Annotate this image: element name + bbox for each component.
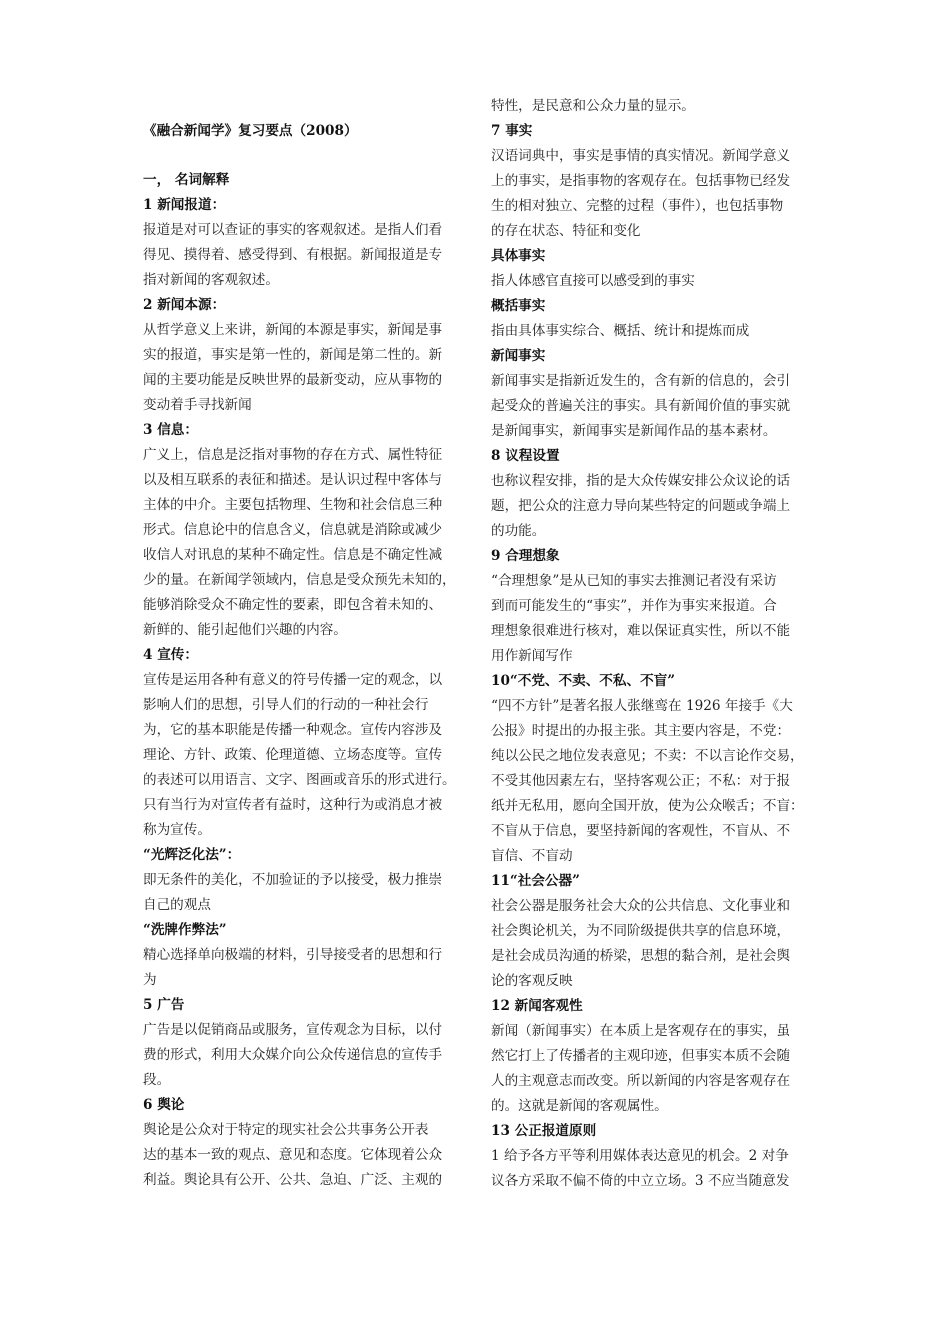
body-text-line: 上的事实，是指事物的客观存在。包括事物已经发	[491, 173, 791, 189]
section-heading: 具体事实	[491, 248, 546, 264]
section-heading: 新闻事实	[491, 348, 546, 364]
body-text-line: 社会舆论机关，为不同阶级提供共享的信息环境，	[491, 923, 791, 939]
body-text-line: “四不方针”是著名报人张继鸾在 1926 年接手《大	[491, 698, 793, 714]
body-text-line: 到而可能发生的“事实”，并作为事实来报道。合	[491, 598, 777, 614]
section-heading: 3 信息：	[143, 422, 198, 438]
body-text-line: 也称议程安排，指的是大众传媒安排公众议论的话	[491, 473, 791, 489]
body-text-line: 指由具体事实综合、概括、统计和提炼而成	[491, 323, 750, 339]
body-text-line: 主体的中介。主要包括物理、生物和社会信息三种	[143, 497, 443, 513]
body-text-line: 为，它的基本职能是传播一种观念。宣传内容涉及	[143, 722, 443, 738]
body-text-line: 影响人们的思想，引导人们的行动的一种社会行	[143, 697, 429, 713]
section-heading: 13 公正报道原则	[491, 1123, 597, 1139]
body-text-line: 新闻（新闻事实）在本质上是客观存在的事实，虽	[491, 1023, 791, 1039]
body-text-line: 特性，是民意和公众力量的显示。	[491, 98, 695, 114]
body-text-line: 用作新闻写作	[491, 648, 573, 664]
body-text-line: 的表述可以用语言、文字、图画或音乐的形式进行。	[143, 772, 456, 788]
body-text-line: 广告是以促销商品或服务，宣传观念为目标，以付	[143, 1022, 443, 1038]
body-text-line: 形式。信息论中的信息含义，信息就是消除或减少	[143, 522, 443, 538]
body-text-line: 广义上，信息是泛指对事物的存在方式、属性特征	[143, 447, 443, 463]
section-heading: 4 宣传：	[143, 647, 198, 663]
section-heading: 8 议程设置	[491, 448, 560, 464]
body-text-line: 新鲜的、能引起他们兴趣的内容。	[143, 622, 347, 638]
body-text-line: 的。这就是新闻的客观属性。	[491, 1098, 668, 1114]
body-text-line: 题，把公众的注意力导向某些特定的问题或争端上	[491, 498, 791, 514]
body-text-line: 舆论是公众对于特定的现实社会公共事务公开表	[143, 1122, 429, 1138]
body-text-line: 理想象很难进行核对，难以保证真实性，所以不能	[491, 623, 791, 639]
body-text-line: 能够消除受众不确定性的要素，即包含着未知的、	[143, 597, 443, 613]
section-heading: 概括事实	[491, 298, 546, 314]
body-text-line: 得见、摸得着、感受得到、有根据。新闻报道是专	[143, 247, 443, 263]
section-heading: “洗牌作弊法”	[143, 922, 227, 938]
body-text-line: 实的报道，事实是第一性的，新闻是第二性的。新	[143, 347, 443, 363]
body-text-line: 利益。舆论具有公开、公共、急迫、广泛、主观的	[143, 1172, 443, 1188]
body-text-line: 达的基本一致的观点、意见和态度。它体现着公众	[143, 1147, 443, 1163]
section-heading: 1 新闻报道：	[143, 197, 226, 213]
body-text-line: 然它打上了传播者的主观印迹，但事实本质不会随	[491, 1048, 791, 1064]
body-text-line: 不盲从于信息，要坚持新闻的客观性，不盲从、不	[491, 823, 791, 839]
body-text-line: 的存在状态、特征和变化	[491, 223, 641, 239]
section-heading: 《融合新闻学》复习要点（2008）	[143, 123, 358, 139]
section-heading: 5 广告	[143, 997, 185, 1013]
body-text-line: 少的量。在新闻学领域内，信息是受众预先未知的，	[143, 572, 456, 588]
section-heading: 12 新闻客观性	[491, 998, 583, 1014]
body-text-line: 纸并无私用，愿向全国开放，使为公众喉舌；不盲：	[491, 798, 804, 814]
body-text-line: 报道是对可以查证的事实的客观叙述。是指人们看	[143, 222, 443, 238]
section-heading: 2 新闻本源：	[143, 297, 226, 313]
body-text-line: 以及相互联系的表征和描述。是认识过程中客体与	[143, 472, 443, 488]
section-heading: 9 合理想象	[491, 548, 560, 564]
body-text-line: 汉语词典中，事实是事情的真实情况。新闻学意义	[491, 148, 791, 164]
body-text-line: 费的形式，利用大众媒介向公众传递信息的宣传手	[143, 1047, 443, 1063]
section-heading: 一， 名词解释	[143, 172, 230, 188]
body-text-line: 盲信、不盲动	[491, 848, 573, 864]
section-heading: 7 事实	[491, 123, 533, 139]
body-text-line: 议各方采取不偏不倚的中立立场。3 不应当随意发	[491, 1173, 790, 1189]
body-text-line: 为	[143, 972, 157, 988]
body-text-line: 社会公器是服务社会大众的公共信息、文化事业和	[491, 898, 791, 914]
section-heading: 10“不党、不卖、不私、不盲”	[491, 673, 676, 689]
body-text-line: 只有当行为对宣传者有益时，这种行为或消息才被	[143, 797, 443, 813]
body-text-line: 公报》时提出的办报主张。其主要内容是，不党：	[491, 723, 791, 739]
body-text-line: 变动着手寻找新闻	[143, 397, 252, 413]
section-heading: 6 舆论	[143, 1097, 185, 1113]
body-text-line: 论的客观反映	[491, 973, 573, 989]
section-heading: “光辉泛化法”：	[143, 847, 241, 863]
body-text-line: 的功能。	[491, 523, 546, 539]
body-text-line: 从哲学意义上来讲，新闻的本源是事实，新闻是事	[143, 322, 443, 338]
body-text-line: 理论、方针、政策、伦理道德、立场态度等。宣传	[143, 747, 443, 763]
body-text-line: 生的相对独立、完整的过程（事件），也包括事物	[491, 198, 784, 214]
body-text-line: 不受其他因素左右，坚持客观公正；不私：对于报	[491, 773, 791, 789]
body-text-line: 指对新闻的客观叙述。	[143, 272, 279, 288]
body-text-line: 称为宣传。	[143, 822, 211, 838]
body-text-line: 起受众的普遍关注的事实。具有新闻价值的事实就	[491, 398, 791, 414]
body-text-line: 自己的观点	[143, 897, 211, 913]
body-text-line: 收信人对讯息的某种不确定性。信息是不确定性减	[143, 547, 443, 563]
body-text-line: 指人体感官直接可以感受到的事实	[491, 273, 695, 289]
section-heading: 11“社会公器”	[491, 873, 580, 889]
body-text-line: 1 给予各方平等利用媒体表达意见的机会。2 对争	[491, 1148, 789, 1164]
body-text-line: 即无条件的美化，不加验证的予以接受，极力推崇	[143, 872, 443, 888]
body-text-line: 人的主观意志而改变。所以新闻的内容是客观存在	[491, 1073, 791, 1089]
body-text-line: 新闻事实是指新近发生的，含有新的信息的，会引	[491, 373, 791, 389]
body-text-line: 精心选择单向极端的材料，引导接受者的思想和行	[143, 947, 443, 963]
body-text-line: 宣传是运用各种有意义的符号传播一定的观念，以	[143, 672, 443, 688]
body-text-line: 纯以公民之地位发表意见；不卖：不以言论作交易，	[491, 748, 804, 764]
body-text-line: 闻的主要功能是反映世界的最新变动，应从事物的	[143, 372, 443, 388]
body-text-line: 是社会成员沟通的桥梁，思想的黏合剂，是社会舆	[491, 948, 791, 964]
body-text-line: 段。	[143, 1072, 171, 1088]
body-text-line: “合理想象”是从已知的事实去推测记者没有采访	[491, 573, 777, 589]
body-text-line: 是新闻事实，新闻事实是新闻作品的基本素材。	[491, 423, 777, 439]
